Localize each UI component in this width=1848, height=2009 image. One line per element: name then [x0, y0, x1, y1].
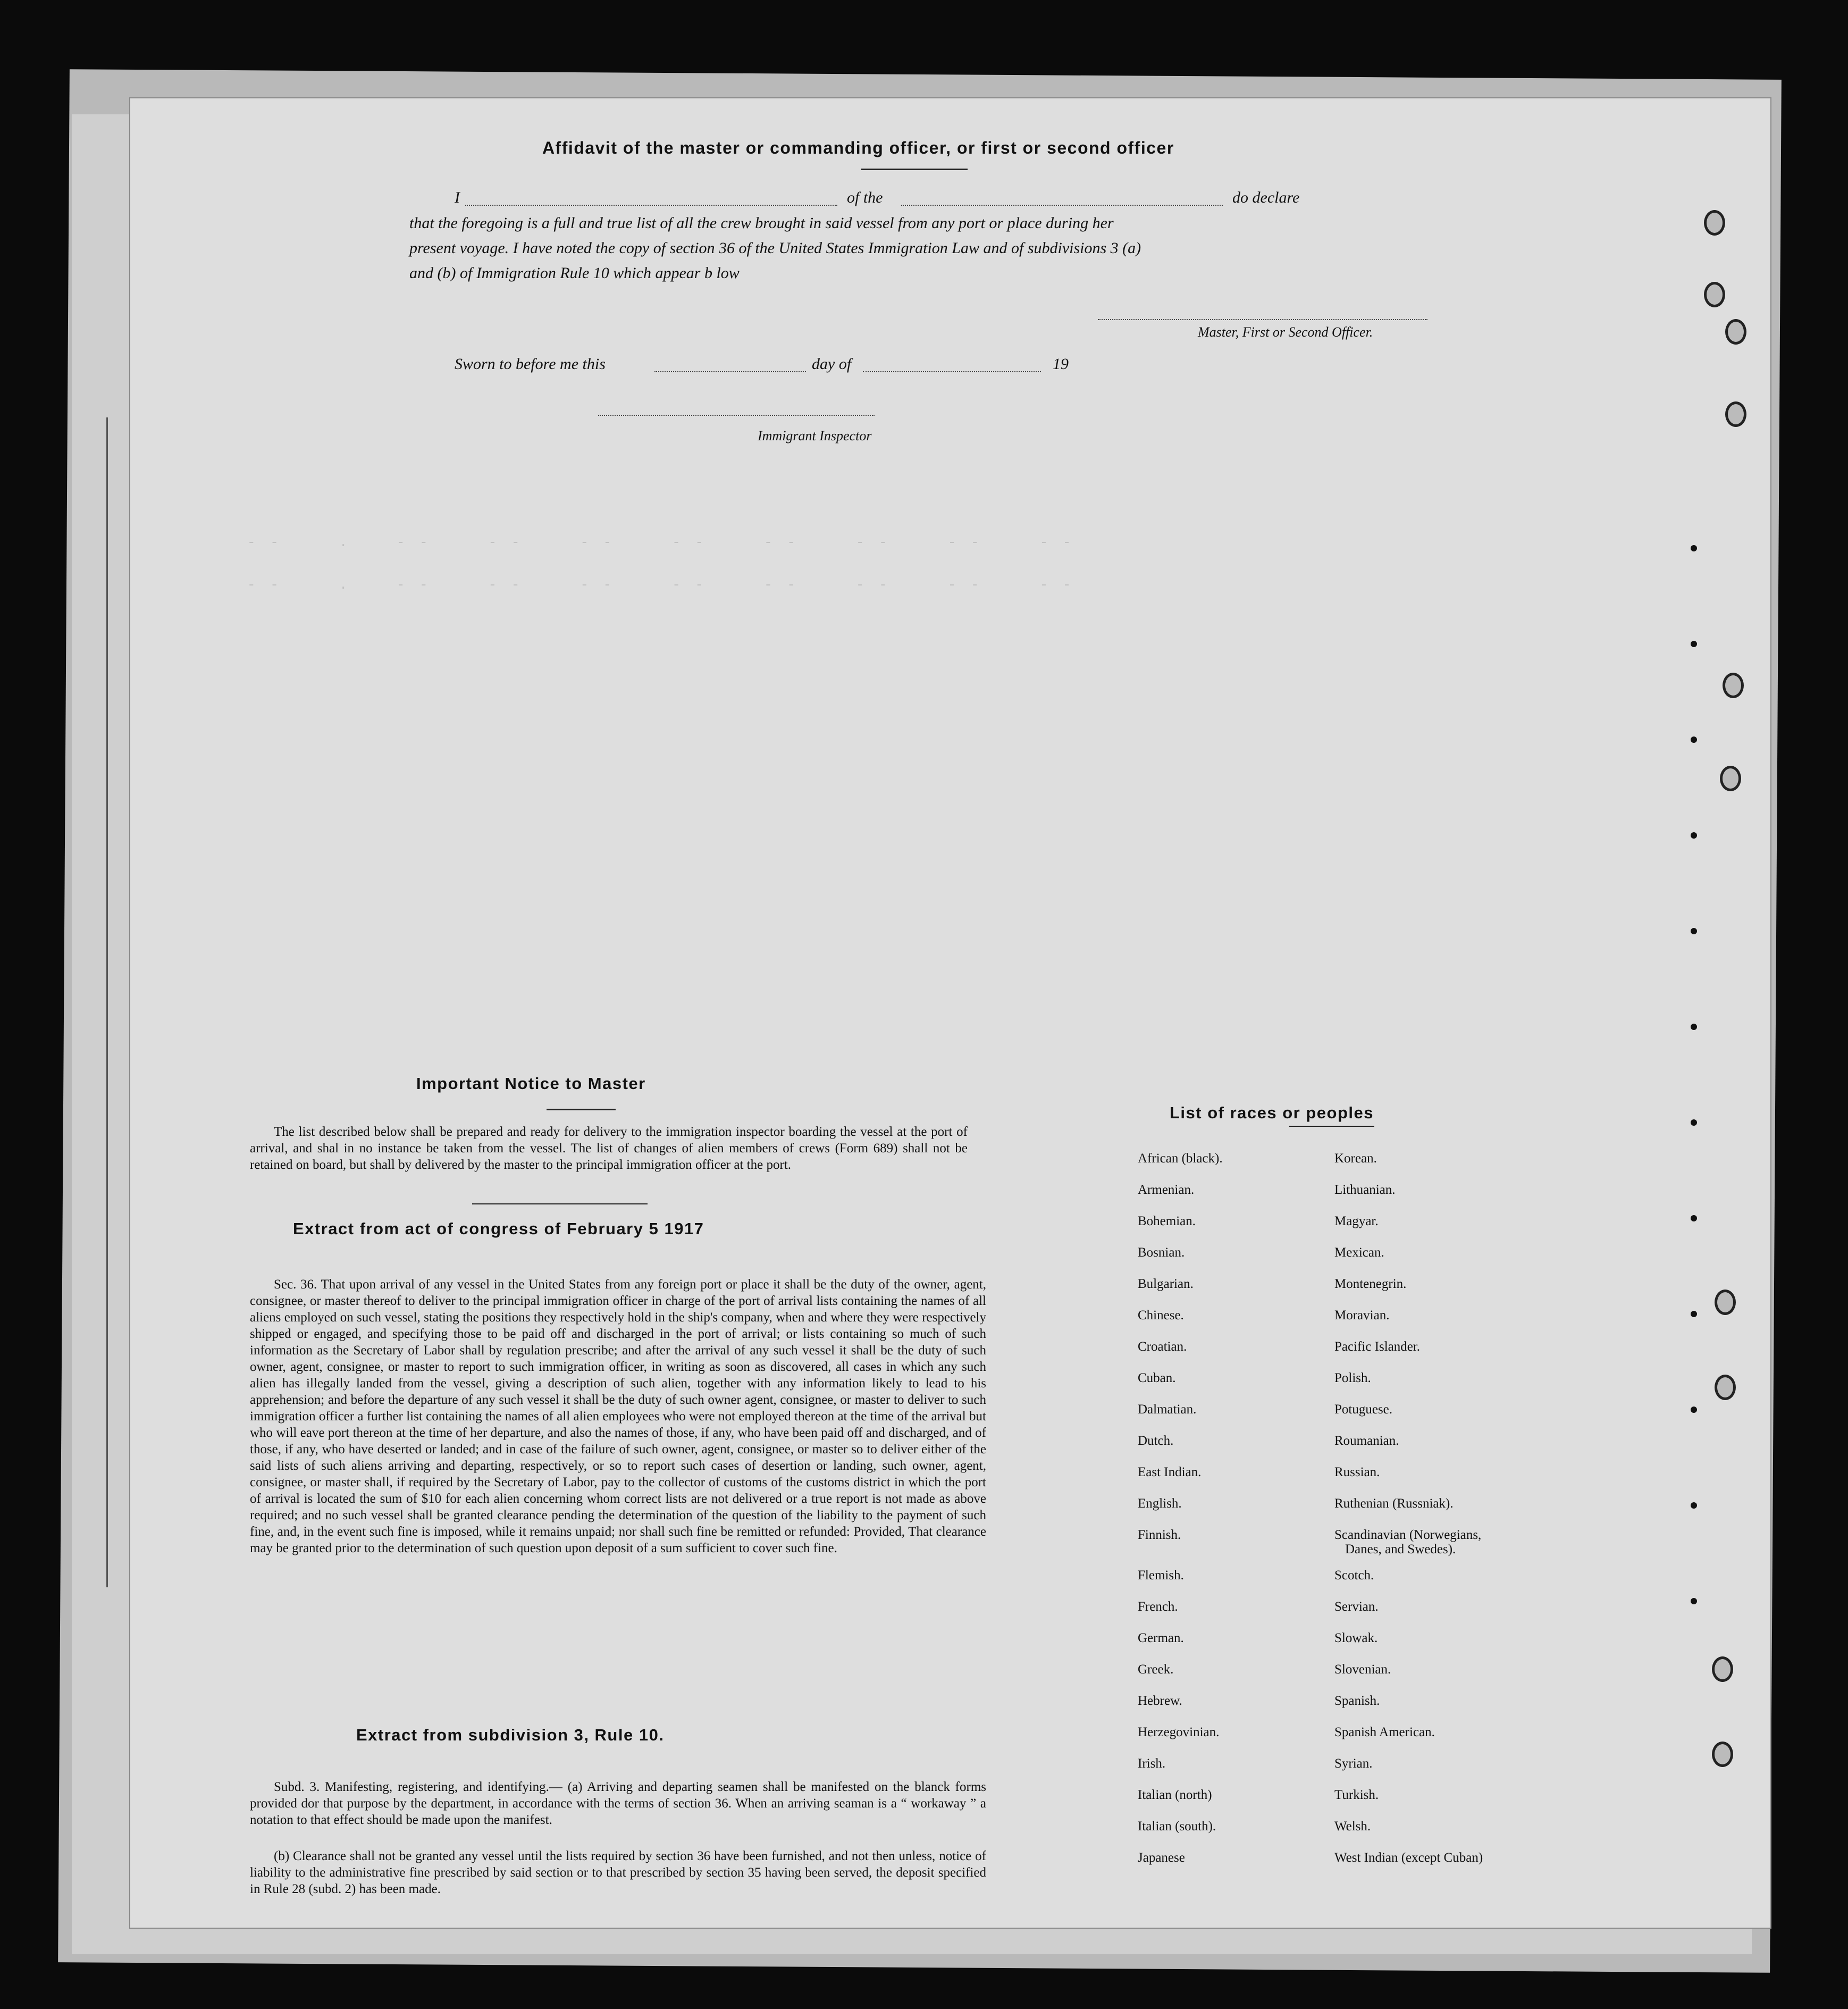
race-item: Dalmatian. [1138, 1402, 1197, 1417]
races-title-rule [1289, 1126, 1374, 1127]
affidavit-declare: do declare [1232, 189, 1300, 206]
race-item: Magyar. [1334, 1214, 1379, 1228]
notice-body: The list described below shall be prepared and ready for delivery to the immigration inspector boarding the vessel at the port of arrival, and shal in no instance be taken from the vessel. The list of changes of alien members of crews (Form 689) shall not be retained on board, but shall by delivered by the master to the principal immigration officer at the port. [250, 1125, 968, 1172]
races-right-column [1334, 1151, 1558, 1890]
race-item: Japanese [1138, 1851, 1185, 1865]
name-blank [465, 205, 837, 206]
race-item: French. [1138, 1600, 1178, 1614]
affidavit-i: I [455, 189, 460, 206]
race-item: English. [1138, 1496, 1182, 1511]
race-item: Spanish American. [1334, 1725, 1435, 1739]
race-item: Scandinavian (Norwegians, [1334, 1528, 1482, 1542]
race-item: Hebrew. [1138, 1694, 1182, 1708]
binder-hole [1704, 210, 1725, 236]
margin-dot [1691, 1311, 1697, 1317]
notice-title: Important Notice to Master [416, 1074, 646, 1093]
affidavit-line1 [455, 189, 1582, 210]
races-left-column [1138, 1151, 1329, 1890]
affidavit-line2: that the foregoing is a full and true list of all the crew brought in said vessel from any port or place during her [409, 214, 1114, 232]
race-item: Slovenian. [1334, 1662, 1391, 1677]
race-item: Welsh. [1334, 1819, 1371, 1834]
race-item: Finnish. [1138, 1528, 1181, 1542]
margin-dot [1691, 1502, 1697, 1509]
race-item: Servian. [1334, 1600, 1379, 1614]
margin-dot [1691, 1119, 1697, 1126]
sworn-month-blank [863, 371, 1041, 372]
affidavit-title: Affidavit of the master or commanding officer, or first or second officer [542, 138, 1174, 157]
extract-rule-para-b: (b) Clearance shall not be granted any vessel until the lists required by section 36 have been furnished, and not then unless, notice of liability to the administrative fine prescribed by said section or to that prescribed by section 35 having been served, the deposit specified in Rule 28 (subd. 2) has been made. [250, 1849, 986, 1896]
inspector-line [598, 415, 875, 416]
margin-dot [1691, 1215, 1697, 1221]
race-item: Polish. [1334, 1371, 1371, 1385]
margin-dot [1691, 736, 1697, 743]
binder-hole [1725, 319, 1746, 345]
binder-hole [1712, 1742, 1733, 1767]
signature-line [1098, 319, 1427, 320]
race-item: Italian (south). [1138, 1819, 1216, 1834]
notice-rule [472, 1203, 648, 1204]
race-item: Irish. [1138, 1756, 1166, 1771]
race-item: East Indian. [1138, 1465, 1202, 1479]
binder-hole [1712, 1656, 1733, 1682]
affidavit-title-rule [861, 169, 968, 170]
race-item: Croatian. [1138, 1340, 1187, 1354]
race-item: Greek. [1138, 1662, 1174, 1677]
binder-hole [1715, 1290, 1736, 1315]
signature-caption: Master, First or Second Officer. [1198, 324, 1373, 340]
race-item: Italian (north) [1138, 1788, 1212, 1802]
race-item: Russian. [1334, 1465, 1380, 1479]
race-item: Montenegrin. [1334, 1277, 1407, 1291]
race-item: Roumanian. [1334, 1434, 1399, 1448]
race-item: Korean. [1334, 1151, 1377, 1166]
race-item: Ruthenian (Russniak). [1334, 1496, 1454, 1511]
race-item: German. [1138, 1631, 1184, 1645]
race-item-continued: Danes, and Swedes). [1345, 1542, 1456, 1556]
race-item: Spanish. [1334, 1694, 1380, 1708]
sworn-text: Sworn to before me this [455, 355, 606, 373]
extract-act-title: Extract from act of congress of February 5 1917 [293, 1219, 704, 1238]
race-item: Pacific Islander. [1334, 1340, 1421, 1354]
document-page: - - . - - - - - - - - - - - - - - - - - - . - - - - - - - - - - - - - - - - Affidavit of the master or commanding officer, or first or second officer I of the do declare that the foregoing is a full and true list of all the crew brought in said vessel from any port or place during her present voyage. I have noted the copy of section 36 of the United States Immigration Law and of subdivisions 3 (a) and (b) of Immigration Rule 10 which appear b low Master, First or Second Officer. Sworn to before me this day of 19 Immigrant Inspector Important Notice to Master The list described below shall be prepared and ready for delivery to the immigration inspector boarding the vessel at the port of arrival, and shal in no instance be taken from the vessel. The list of changes of alien members of crews (Form 689) shall not be retained on board, but shall by delivered by the master to the principal immigration officer at the port. Extract from act of congress of February 5 1917 Sec. 36. That upon arrival of any vessel in the United States from any foreign port or place it shall be the duty of the owner, agent, consignee, or master thereof to deliver to the principal immigration officer in charge of the port of arrival lists containing the names of all aliens employed on such vessel, stating the positions they respectively hold in the ship's company, when and where they were respectively shipped or engaged, and specifying those to be paid off and discharged in the port of arrival; or lists containing so much of such information as the Secretary of Labor shall by regulation prescribe; and after the arrival of any such vessel it shall be the duty of such owner, agent, consignee, or master to report to such immigration officer, in writing as soon as discovered, all cases in which any such alien has illegally landed from the vessel, giving a description of such alien, together with any information likely to lead to his apprehension; and before the departure of any such vessel it shall be the duty of such owner agent, consignee, or master to deliver to such immigration officer a further list containing the names of all alien employees who were not employed thereon at the time of the arrival but who will eave port thereon at the time of her departure, and also the names of those, if any, who have been paid off and discharged, and of those, if any, who have deserted or landed; and in case of the failure of such owner, agent, consignee, or master so to deliver either of the said lists of such aliens arriving and departing, respectively, or so to report such cases of desertion or landing, such owner, agent, consignee, or master shall, if required by the Secretary of Labor, pay to the collector of customs of the customs district in which the port of arrival is located the sum of $10 for each alien concerning whom correct lists are not delivered or a true report is not made as above required; and no such vessel shall be granted clearance pending the determination of the question of the liability to the payment of such fine, and, in the event such fine is imposed, while it remains unpaid; nor shall such fine be remitted or refunded: Provided, That clearance may be granted prior to the determination of such question upon deposit of a sum sufficient to cover such fine. Extract from subdivision 3, Rule 10. Subd. 3. Manifesting, registering, and identifying.— (a) Arriving and departing seamen shall be manifested on the blanck forms provided dor that purpose by the department, in accordance with the terms of section 36. When an arriving seaman is a “ workaway ” a notation to that effect should be made upon the manifest. (b) Clearance shall not be granted any vessel until the lists required by section 36 have been furnished, and not then unless, notice of liability to the administrative fine prescribed by said section or to that prescribed by section 35 having been served, the deposit specified in Rule 28 (subd. 2) has been made. List of races or peoples African (black). Armenian. Bohemian. Bosnian. Bulgarian. Chinese. Croatian. Cuban. Dalmatian. Dutch. East Indian. English. Finnish. Flemish. French. German. Greek. Hebrew. Herzegovinian. Irish. Italian (north) Italian (south). Japanese Korean. Lithuanian. Magyar. Mexican. Montenegrin. Moravian. Pacific Islander. Polish. Potuguese. Roumanian. Russian. Ruthenian (Russniak). Scandinavian (Norwegians, Danes, and Swedes). Scotch. Servian. Slowak. Slovenian. Spanish. Spanish American. Syrian. Turkish. Welsh. West Indian (except Cuban) [130, 98, 1770, 1928]
race-item: Cuban. [1138, 1371, 1176, 1385]
race-item: Syrian. [1334, 1756, 1373, 1771]
race-item: Lithuanian. [1334, 1183, 1396, 1197]
margin-dot [1691, 1598, 1697, 1604]
race-item: Armenian. [1138, 1183, 1195, 1197]
margin-dot [1691, 641, 1697, 647]
margin-dot [1691, 832, 1697, 839]
binder-hole [1704, 282, 1725, 307]
binder-hole [1725, 401, 1746, 427]
race-item: Dutch. [1138, 1434, 1174, 1448]
binder-hole [1723, 673, 1744, 698]
sworn-day-of: day of [812, 355, 852, 373]
races-title: List of races or peoples [1170, 1103, 1374, 1122]
sworn-day-blank [654, 371, 806, 372]
race-item: African (black). [1138, 1151, 1223, 1166]
margin-dot [1691, 545, 1697, 551]
extract-rule-para-a: Subd. 3. Manifesting, registering, and identifying.— (a) Arriving and departing seamen shall be manifested on the blanck forms provided dor that purpose by the department, in accordance with the terms of section 36. When an arriving seaman is a “ workaway ” a notation to that effect should be made upon the manifest. [250, 1780, 986, 1827]
race-item: Bulgarian. [1138, 1277, 1194, 1291]
race-item: Scotch. [1334, 1568, 1374, 1583]
left-fold-line [106, 417, 108, 1587]
binder-hole [1720, 766, 1741, 791]
extract-act-body: Sec. 36. That upon arrival of any vessel in the United States from any foreign port or place it shall be the duty of the owner, agent, consignee, or master thereof to deliver to the principal immigration officer in charge of the port of arrival lists containing the names of all aliens employed on such vessel, stating the positions they respectively hold in the ship's company, when and where they were respectively shipped or engaged, and specifying those to be paid off and discharged in the port of arrival; or lists containing so much of such information as the Secretary of Labor shall by regulation prescribe; and after the arrival of any such vessel it shall be the duty of such owner, agent, consignee, or master to report to such immigration officer, in writing as soon as discovered, all cases in which any such alien has illegally landed from the vessel, giving a description of such alien, together with any information likely to lead to his apprehension; and before the departure of any such vessel it shall be the duty of such owner agent, consignee, or master to deliver to such immigration officer a further list containing the names of all alien employees who were not employed thereon at the time of the arrival but who will eave port thereon at the time of her departure, and also the names of those, if any, who have been paid off and discharged, and of those, if any, who have deserted or landed; and in case of the failure of such owner, agent, consignee, or master so to deliver either of the said lists of such aliens arriving and departing, respectively, or so to report such cases of desertion or landing, such owner, agent, consignee, or master shall, if required by the Secretary of Labor, pay to the collector of customs of the customs district in which the port of arrival is located the sum of $10 for each alien concerning whom correct lists are not delivered or a true report is not made as above required; and no such vessel shall be granted clearance pending the determination of the question of the liability to the payment of such fine, and, in the event such fine is imposed, while it remains unpaid; nor shall such fine be remitted or refunded: Provided, That clearance may be granted prior to the determination of such question upon deposit of a sum sufficient to cover such fine. [250, 1277, 986, 1555]
margin-dot [1691, 1407, 1697, 1413]
affidavit-of-the: of the [847, 189, 883, 206]
margin-dot [1691, 1024, 1697, 1030]
extract-rule-title: Extract from subdivision 3, Rule 10. [356, 1726, 665, 1744]
race-item: Potuguese. [1334, 1402, 1393, 1417]
affidavit-line3: present voyage. I have noted the copy of section 36 of the United States Immigration Law and of subdivisions 3 (a) [409, 239, 1141, 257]
race-item: Slowak. [1334, 1631, 1378, 1645]
sworn-line [455, 355, 1225, 376]
sworn-year: 19 [1053, 355, 1069, 373]
binder-hole [1715, 1375, 1736, 1400]
notice-title-rule [547, 1109, 616, 1110]
margin-dot [1691, 928, 1697, 934]
race-item: Bohemian. [1138, 1214, 1196, 1228]
race-item: Herzegovinian. [1138, 1725, 1220, 1739]
race-item: Chinese. [1138, 1308, 1184, 1322]
vessel-blank [901, 205, 1223, 206]
race-item: Moravian. [1334, 1308, 1390, 1322]
race-item: Flemish. [1138, 1568, 1184, 1583]
affidavit-line4: and (b) of Immigration Rule 10 which appear b low [409, 264, 740, 282]
race-item: Bosnian. [1138, 1245, 1185, 1260]
race-item: West Indian (except Cuban) [1334, 1851, 1483, 1865]
race-item: Mexican. [1334, 1245, 1384, 1260]
race-item: Turkish. [1334, 1788, 1379, 1802]
inspector-caption: Immigrant Inspector [758, 428, 872, 443]
